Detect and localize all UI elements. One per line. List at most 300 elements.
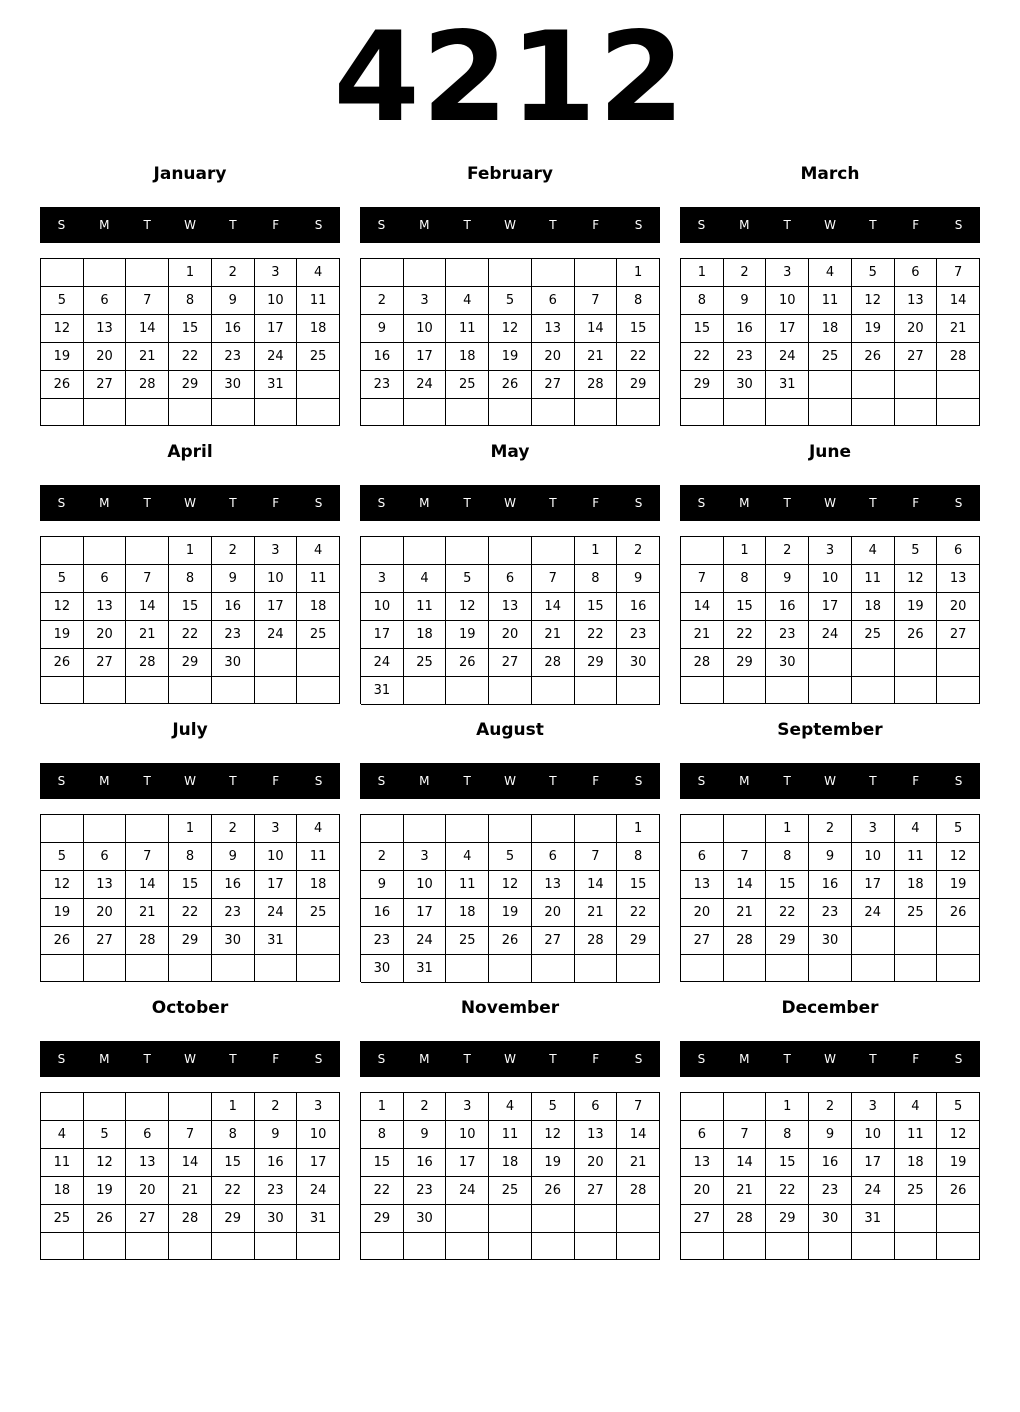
day-cell: 16 — [361, 899, 404, 927]
day-cell: 2 — [212, 815, 255, 843]
day-cell: 4 — [41, 1121, 84, 1149]
day-cell: 28 — [724, 927, 767, 955]
day-cell: 3 — [852, 1093, 895, 1121]
day-cell: 26 — [489, 927, 532, 955]
empty-day-cell — [84, 1093, 127, 1121]
month-name: January — [153, 164, 227, 184]
weekday-label: F — [272, 774, 280, 788]
day-cell: 16 — [809, 871, 852, 899]
day-cell: 9 — [724, 287, 767, 315]
empty-day-cell — [809, 371, 852, 399]
day-cell: 9 — [212, 843, 255, 871]
day-cell: 11 — [809, 287, 852, 315]
day-cell: 20 — [84, 343, 127, 371]
day-cell: 29 — [617, 927, 660, 955]
day-cell: 2 — [212, 259, 255, 287]
day-cell: 5 — [895, 537, 938, 565]
day-cell: 20 — [895, 315, 938, 343]
year-title: 4212 — [333, 6, 687, 150]
day-cell: 1 — [169, 537, 212, 565]
day-cell: 17 — [361, 621, 404, 649]
day-cell: 9 — [766, 565, 809, 593]
day-cell: 28 — [575, 371, 618, 399]
day-cell: 18 — [404, 621, 447, 649]
empty-day-cell — [404, 677, 447, 705]
weekday-label: T — [463, 1052, 471, 1066]
day-cell: 31 — [852, 1205, 895, 1233]
empty-day-cell — [446, 1205, 489, 1233]
empty-day-cell — [212, 955, 255, 982]
empty-day-cell — [126, 537, 169, 565]
empty-day-cell — [937, 677, 980, 704]
weekday-label: T — [549, 496, 557, 510]
day-cell: 29 — [575, 649, 618, 677]
empty-day-cell — [575, 955, 618, 983]
weekday-label: S — [377, 1052, 386, 1066]
weekday-label: S — [697, 774, 706, 788]
day-cell: 12 — [41, 315, 84, 343]
day-cell: 17 — [255, 593, 298, 621]
day-cell: 15 — [681, 315, 724, 343]
weekday-label: S — [697, 496, 706, 510]
month-calendar-august — [360, 714, 660, 982]
day-cell: 23 — [255, 1177, 298, 1205]
weekday-header — [680, 207, 980, 243]
day-cell: 29 — [766, 1205, 809, 1233]
day-grid — [360, 536, 660, 704]
day-cell: 4 — [489, 1093, 532, 1121]
day-cell: 16 — [212, 593, 255, 621]
day-cell: 12 — [446, 593, 489, 621]
empty-day-cell — [126, 1093, 169, 1121]
day-cell: 5 — [446, 565, 489, 593]
month-calendar-june — [680, 436, 980, 704]
day-cell: 29 — [169, 371, 212, 399]
empty-day-cell — [446, 677, 489, 705]
empty-day-cell — [489, 259, 532, 287]
empty-day-cell — [126, 955, 169, 982]
day-cell: 10 — [361, 593, 404, 621]
day-cell: 9 — [255, 1121, 298, 1149]
day-cell: 16 — [404, 1149, 447, 1177]
day-grid — [360, 258, 660, 426]
day-cell: 15 — [766, 1149, 809, 1177]
day-cell: 9 — [212, 565, 255, 593]
empty-day-cell — [361, 815, 404, 843]
empty-day-cell — [126, 815, 169, 843]
day-cell: 25 — [809, 343, 852, 371]
weekday-label: S — [377, 218, 386, 232]
weekday-label: S — [954, 774, 963, 788]
day-cell: 4 — [895, 1093, 938, 1121]
day-cell: 17 — [255, 871, 298, 899]
empty-day-cell — [532, 677, 575, 705]
weekday-header — [680, 763, 980, 799]
weekday-label: T — [869, 496, 877, 510]
day-cell: 27 — [532, 927, 575, 955]
day-cell: 6 — [84, 843, 127, 871]
day-cell: 25 — [895, 899, 938, 927]
day-cell: 25 — [404, 649, 447, 677]
empty-day-cell — [532, 955, 575, 983]
day-cell: 7 — [724, 843, 767, 871]
day-cell: 16 — [212, 315, 255, 343]
empty-day-cell — [681, 1233, 724, 1260]
day-cell: 17 — [809, 593, 852, 621]
weekday-label: S — [954, 1052, 963, 1066]
weekday-label: S — [314, 496, 323, 510]
day-cell: 12 — [532, 1121, 575, 1149]
day-cell: 3 — [404, 287, 447, 315]
day-cell: 28 — [126, 649, 169, 677]
day-cell: 13 — [84, 593, 127, 621]
day-cell: 21 — [126, 343, 169, 371]
day-cell: 22 — [617, 343, 660, 371]
day-cell: 12 — [895, 565, 938, 593]
month-calendar-september — [680, 714, 980, 982]
empty-day-cell — [297, 649, 340, 677]
day-cell: 21 — [126, 899, 169, 927]
day-cell: 14 — [126, 871, 169, 899]
day-cell: 10 — [852, 1121, 895, 1149]
day-cell: 22 — [617, 899, 660, 927]
empty-day-cell — [895, 955, 938, 982]
day-cell: 29 — [681, 371, 724, 399]
empty-day-cell — [41, 677, 84, 704]
day-cell: 20 — [575, 1149, 618, 1177]
day-cell: 5 — [41, 287, 84, 315]
empty-day-cell — [297, 927, 340, 955]
weekday-label: W — [824, 1052, 836, 1066]
day-cell: 26 — [446, 649, 489, 677]
day-cell: 28 — [937, 343, 980, 371]
day-cell: 24 — [809, 621, 852, 649]
day-cell: 4 — [404, 565, 447, 593]
empty-day-cell — [532, 259, 575, 287]
day-cell: 13 — [681, 1149, 724, 1177]
weekday-header — [680, 485, 980, 521]
day-cell: 26 — [489, 371, 532, 399]
weekday-label: M — [99, 1052, 110, 1066]
weekday-label: T — [549, 1052, 557, 1066]
day-cell: 29 — [212, 1205, 255, 1233]
empty-day-cell — [446, 815, 489, 843]
day-cell: 1 — [617, 815, 660, 843]
month-name: June — [808, 442, 852, 462]
day-cell: 27 — [575, 1177, 618, 1205]
weekday-label: T — [463, 496, 471, 510]
day-cell: 5 — [41, 565, 84, 593]
day-cell: 12 — [84, 1149, 127, 1177]
day-cell: 6 — [84, 565, 127, 593]
day-cell: 14 — [169, 1149, 212, 1177]
empty-day-cell — [852, 677, 895, 704]
day-cell: 22 — [766, 1177, 809, 1205]
day-cell: 30 — [212, 927, 255, 955]
empty-day-cell — [809, 649, 852, 677]
day-cell: 7 — [126, 287, 169, 315]
day-cell: 23 — [809, 1177, 852, 1205]
weekday-label: T — [229, 218, 237, 232]
empty-day-cell — [575, 677, 618, 705]
empty-day-cell — [852, 927, 895, 955]
empty-day-cell — [446, 537, 489, 565]
empty-day-cell — [532, 815, 575, 843]
day-cell: 23 — [724, 343, 767, 371]
day-cell: 7 — [169, 1121, 212, 1149]
day-cell: 25 — [446, 371, 489, 399]
day-cell: 26 — [937, 1177, 980, 1205]
day-cell: 27 — [84, 649, 127, 677]
day-cell: 19 — [852, 315, 895, 343]
day-cell: 14 — [126, 593, 169, 621]
weekday-label: S — [697, 1052, 706, 1066]
empty-day-cell — [766, 677, 809, 704]
day-cell: 13 — [84, 871, 127, 899]
empty-day-cell — [852, 371, 895, 399]
empty-day-cell — [297, 371, 340, 399]
empty-day-cell — [489, 399, 532, 426]
day-cell: 14 — [724, 871, 767, 899]
day-cell: 3 — [809, 537, 852, 565]
weekday-label: S — [57, 1052, 66, 1066]
weekday-label: F — [912, 218, 920, 232]
empty-day-cell — [766, 399, 809, 426]
weekday-label: W — [824, 218, 836, 232]
empty-day-cell — [937, 649, 980, 677]
day-cell: 21 — [575, 343, 618, 371]
day-cell: 28 — [532, 649, 575, 677]
empty-day-cell — [681, 955, 724, 982]
empty-day-cell — [255, 399, 298, 426]
day-cell: 4 — [297, 815, 340, 843]
weekday-label: S — [634, 218, 643, 232]
day-cell: 15 — [361, 1149, 404, 1177]
day-cell: 19 — [41, 343, 84, 371]
month-calendar-october — [40, 992, 340, 1260]
empty-day-cell — [766, 955, 809, 982]
day-cell: 7 — [126, 843, 169, 871]
day-cell: 23 — [212, 899, 255, 927]
empty-day-cell — [617, 399, 660, 426]
day-grid — [360, 1092, 660, 1260]
day-cell: 11 — [297, 843, 340, 871]
weekday-label: T — [229, 774, 237, 788]
weekday-header — [680, 1041, 980, 1077]
day-cell: 2 — [361, 287, 404, 315]
day-cell: 27 — [681, 1205, 724, 1233]
day-cell: 24 — [852, 899, 895, 927]
day-cell: 8 — [575, 565, 618, 593]
day-cell: 2 — [766, 537, 809, 565]
empty-day-cell — [532, 1205, 575, 1233]
weekday-header — [360, 207, 660, 243]
weekday-header — [360, 1041, 660, 1077]
empty-day-cell — [681, 399, 724, 426]
weekday-label: S — [634, 1052, 643, 1066]
day-cell: 21 — [724, 899, 767, 927]
day-cell: 18 — [809, 315, 852, 343]
day-cell: 27 — [489, 649, 532, 677]
day-cell: 7 — [617, 1093, 660, 1121]
day-cell: 7 — [937, 259, 980, 287]
day-cell: 5 — [489, 287, 532, 315]
day-cell: 20 — [532, 343, 575, 371]
weekday-label: T — [783, 1052, 791, 1066]
month-name: March — [800, 164, 860, 184]
day-cell: 20 — [84, 621, 127, 649]
weekday-label: S — [314, 774, 323, 788]
day-cell: 26 — [41, 371, 84, 399]
weekday-label: W — [184, 774, 196, 788]
weekday-label: T — [869, 1052, 877, 1066]
day-cell: 9 — [361, 871, 404, 899]
day-cell: 1 — [766, 1093, 809, 1121]
empty-day-cell — [852, 399, 895, 426]
day-cell: 15 — [724, 593, 767, 621]
day-cell: 14 — [617, 1121, 660, 1149]
day-cell: 21 — [169, 1177, 212, 1205]
day-cell: 2 — [724, 259, 767, 287]
weekday-label: S — [57, 774, 66, 788]
weekday-header — [40, 763, 340, 799]
day-cell: 4 — [297, 537, 340, 565]
day-cell: 7 — [532, 565, 575, 593]
day-cell: 23 — [766, 621, 809, 649]
day-cell: 16 — [212, 871, 255, 899]
empty-day-cell — [297, 955, 340, 982]
weekday-label: M — [99, 496, 110, 510]
day-cell: 30 — [212, 371, 255, 399]
day-cell: 6 — [937, 537, 980, 565]
weekday-label: W — [824, 496, 836, 510]
day-cell: 26 — [84, 1205, 127, 1233]
day-cell: 25 — [297, 621, 340, 649]
day-cell: 4 — [446, 287, 489, 315]
month-name: July — [172, 720, 208, 740]
empty-day-cell — [169, 1233, 212, 1260]
empty-day-cell — [84, 815, 127, 843]
day-cell: 31 — [404, 955, 447, 983]
weekday-label: S — [314, 1052, 323, 1066]
day-cell: 14 — [937, 287, 980, 315]
day-cell: 24 — [361, 649, 404, 677]
empty-day-cell — [937, 371, 980, 399]
weekday-label: T — [143, 1052, 151, 1066]
empty-day-cell — [575, 1205, 618, 1233]
day-cell: 6 — [681, 843, 724, 871]
day-cell: 17 — [404, 343, 447, 371]
day-cell: 14 — [126, 315, 169, 343]
day-cell: 1 — [681, 259, 724, 287]
empty-day-cell — [297, 677, 340, 704]
day-cell: 10 — [404, 871, 447, 899]
weekday-header — [360, 763, 660, 799]
day-cell: 18 — [489, 1149, 532, 1177]
month-name: August — [476, 720, 544, 740]
day-cell: 16 — [361, 343, 404, 371]
day-cell: 4 — [297, 259, 340, 287]
day-cell: 10 — [297, 1121, 340, 1149]
day-cell: 12 — [937, 1121, 980, 1149]
weekday-label: W — [184, 496, 196, 510]
weekday-label: F — [912, 1052, 920, 1066]
day-cell: 28 — [126, 371, 169, 399]
day-cell: 17 — [255, 315, 298, 343]
day-cell: 4 — [895, 815, 938, 843]
day-cell: 31 — [297, 1205, 340, 1233]
empty-day-cell — [84, 955, 127, 982]
day-cell: 28 — [724, 1205, 767, 1233]
day-cell: 5 — [852, 259, 895, 287]
month-name: December — [781, 998, 879, 1018]
day-cell: 11 — [446, 871, 489, 899]
day-cell: 10 — [446, 1121, 489, 1149]
day-cell: 17 — [852, 1149, 895, 1177]
day-grid — [40, 258, 340, 426]
day-cell: 28 — [169, 1205, 212, 1233]
empty-day-cell — [895, 677, 938, 704]
day-cell: 2 — [361, 843, 404, 871]
day-cell: 1 — [766, 815, 809, 843]
weekday-label: T — [549, 774, 557, 788]
empty-day-cell — [852, 649, 895, 677]
day-cell: 23 — [617, 621, 660, 649]
month-calendar-april — [40, 436, 340, 704]
day-grid — [680, 258, 980, 426]
empty-day-cell — [724, 1093, 767, 1121]
weekday-label: M — [419, 774, 430, 788]
weekday-label: T — [783, 774, 791, 788]
day-cell: 24 — [404, 927, 447, 955]
day-cell: 22 — [212, 1177, 255, 1205]
day-cell: 2 — [809, 1093, 852, 1121]
weekday-label: W — [504, 774, 516, 788]
day-cell: 15 — [212, 1149, 255, 1177]
day-cell: 17 — [766, 315, 809, 343]
day-cell: 5 — [937, 815, 980, 843]
day-cell: 11 — [446, 315, 489, 343]
empty-day-cell — [681, 1093, 724, 1121]
day-cell: 20 — [84, 899, 127, 927]
weekday-label: T — [783, 496, 791, 510]
day-cell: 30 — [809, 1205, 852, 1233]
empty-day-cell — [852, 1233, 895, 1260]
day-cell: 5 — [532, 1093, 575, 1121]
day-cell: 24 — [404, 371, 447, 399]
day-cell: 15 — [766, 871, 809, 899]
day-cell: 8 — [724, 565, 767, 593]
weekday-label: M — [99, 218, 110, 232]
weekday-label: S — [377, 496, 386, 510]
day-cell: 8 — [681, 287, 724, 315]
day-cell: 13 — [84, 315, 127, 343]
day-cell: 15 — [575, 593, 618, 621]
empty-day-cell — [404, 1233, 447, 1260]
day-cell: 27 — [895, 343, 938, 371]
day-cell: 21 — [575, 899, 618, 927]
weekday-label: S — [314, 218, 323, 232]
day-grid — [40, 814, 340, 982]
day-cell: 14 — [724, 1149, 767, 1177]
weekday-label: F — [592, 218, 600, 232]
day-cell: 3 — [404, 843, 447, 871]
weekday-label: S — [697, 218, 706, 232]
day-cell: 27 — [84, 927, 127, 955]
day-cell: 8 — [212, 1121, 255, 1149]
empty-day-cell — [41, 399, 84, 426]
month-calendar-november — [360, 992, 660, 1260]
